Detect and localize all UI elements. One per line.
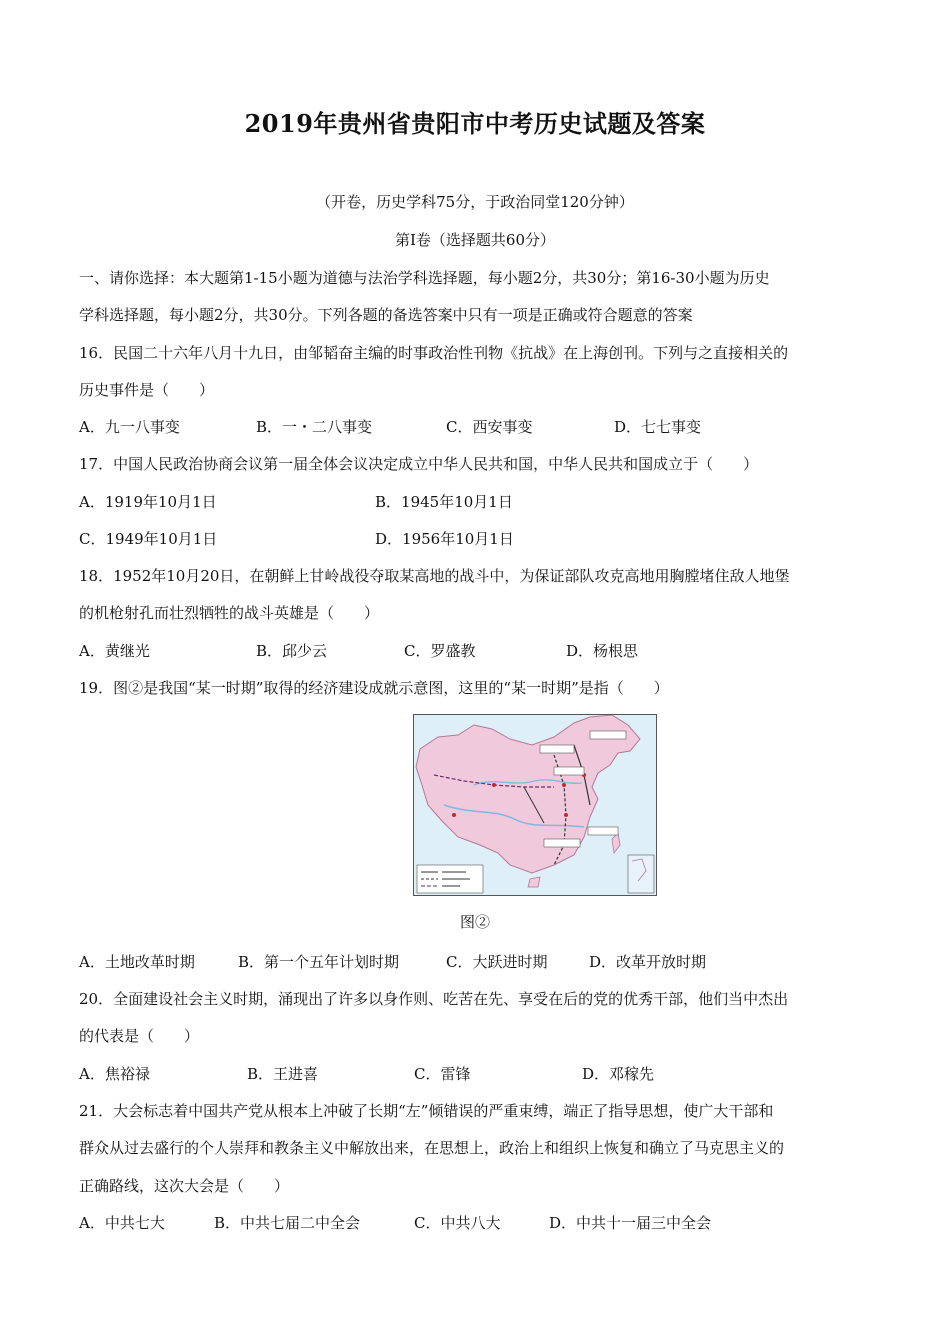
- question-18-option-b: B．邱少云: [256, 642, 328, 660]
- question-18-stem: 18．1952年10月20日，在朝鲜上甘岭战役夺取某高地的战斗中，为保证部队攻克高地用胸膛堵住敌人地堡: [79, 567, 790, 585]
- question-20-stem: 的代表是（ ）: [79, 1027, 200, 1045]
- question-17-option-c: C．1949年10月1日: [79, 530, 218, 548]
- instructions-line: 一、请你选择：本大题第1-15小题为道德与法治学科选择题，每小题2分，共30分；第16-30小题为历史: [79, 269, 770, 287]
- question-16-option-a: A．九一八事变: [79, 418, 180, 436]
- figure-caption: 图②: [459, 913, 490, 931]
- question-19-option-c: C．大跃进时期: [446, 953, 548, 971]
- question-21-option-c: C．中共八大: [414, 1214, 501, 1232]
- section-title: 第Ⅰ卷（选择题共60分）: [394, 231, 555, 249]
- question-21-stem: 21．大会标志着中国共产党从根本上冲破了长期“左”倾错误的严重束缚，端正了指导思想，使广大干部和: [79, 1102, 774, 1120]
- exam-subtitle: （开卷，历史学科75分，于政治同堂120分钟）: [316, 193, 634, 211]
- question-20-option-b: B．王进喜: [247, 1065, 319, 1083]
- economic-construction-map: [413, 714, 657, 896]
- question-17-option-d: D．1956年10月1日: [375, 530, 514, 548]
- question-20-option-c: C．雷锋: [414, 1065, 471, 1083]
- question-16-stem: 历史事件是（ ）: [79, 381, 215, 399]
- question-19-option-a: A．土地改革时期: [79, 953, 195, 971]
- page-title: 2019年贵州省贵阳市中考历史试题及答案: [244, 109, 706, 138]
- question-16-stem: 16．民国二十六年八月十九日，由邹韬奋主编的时事政治性刊物《抗战》在上海创刊。下列与之直接相关的: [79, 344, 789, 362]
- question-21-stem: 正确路线，这次大会是（ ）: [79, 1177, 290, 1195]
- question-17-stem: 17．中国人民政治协商会议第一届全体会议决定成立中华人民共和国，中华人民共和国成立于（ ）: [79, 455, 759, 473]
- china-map-figure: [414, 715, 656, 895]
- question-16-option-d: D．七七事变: [614, 418, 702, 436]
- question-20-option-d: D．邓稼先: [582, 1065, 655, 1083]
- question-18-stem: 的机枪射孔而壮烈牺牲的战斗英雄是（ ）: [79, 604, 380, 622]
- question-18-option-a: A．黄继光: [79, 642, 150, 660]
- question-20-stem: 20．全面建设社会主义时期，涌现出了许多以身作则、吃苦在先、享受在后的党的优秀干部，他们当中杰出: [79, 990, 789, 1008]
- question-18-option-d: D．杨根思: [566, 642, 639, 660]
- question-21-option-b: B．中共七届二中全会: [214, 1214, 361, 1232]
- question-19-stem: 19．图②是我国“某一时期”取得的经济建设成就示意图，这里的“某一时期”是指（ ）: [79, 679, 669, 697]
- question-20-option-a: A．焦裕禄: [79, 1065, 150, 1083]
- question-16-option-c: C．西安事变: [446, 418, 533, 436]
- question-17-option-a: A．1919年10月1日: [79, 493, 217, 511]
- question-21-option-a: A．中共七大: [79, 1214, 165, 1232]
- question-21-option-d: D．中共十一届三中全会: [549, 1214, 712, 1232]
- question-16-option-b: B．一・二八事变: [256, 418, 373, 436]
- question-17-option-b: B．1945年10月1日: [375, 493, 513, 511]
- instructions-line: 学科选择题，每小题2分，共30分。下列各题的备选答案中只有一项是正确或符合题意的答案: [79, 306, 693, 324]
- question-19-option-d: D．改革开放时期: [589, 953, 707, 971]
- question-19-option-b: B．第一个五年计划时期: [238, 953, 400, 971]
- question-18-option-c: C．罗盛教: [404, 642, 476, 660]
- question-21-stem: 群众从过去盛行的个人崇拜和教条主义中解放出来，在思想上，政治上和组织上恢复和确立了马克思主义的: [79, 1139, 785, 1157]
